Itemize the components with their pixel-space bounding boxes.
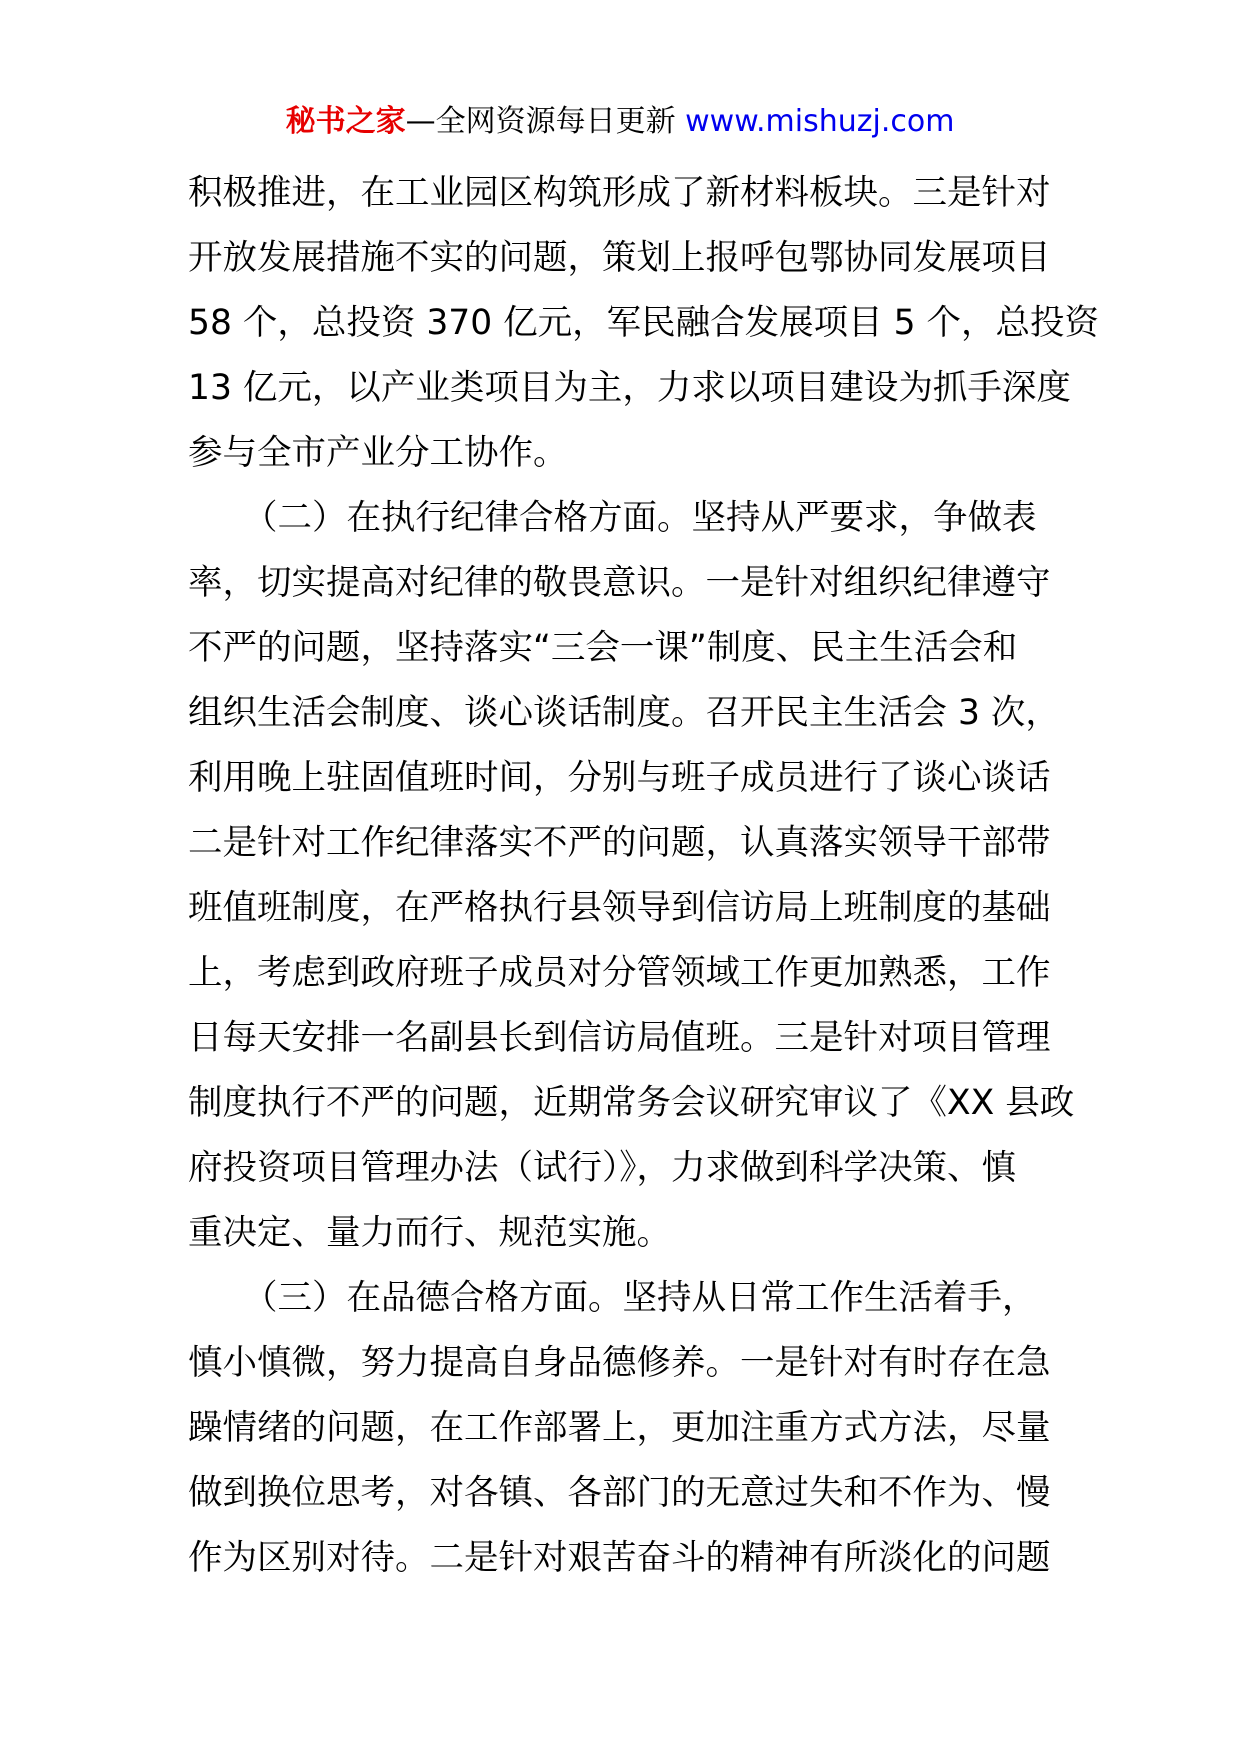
- paragraph-start-line: （三）在品德合格方面。坚持从日常工作生活着手，: [243, 1278, 1037, 1318]
- text-line: 二是针对工作纪律落实不严的问题，认真落实领导干部带: [188, 823, 1051, 863]
- brand-name: 秘书之家: [285, 104, 406, 139]
- text-line: 参与全市产业分工协作。: [188, 433, 568, 473]
- page-header: [0, 100, 1240, 144]
- text-line: 制度执行不严的问题，近期常务会议研究审议了《XX 县政: [188, 1083, 1075, 1123]
- text-line: 作为区别对待。二是针对艰苦奋斗的精神有所淡化的问题: [188, 1538, 1051, 1578]
- header-tagline: —全网资源每日更新: [405, 104, 686, 139]
- website-link[interactable]: www.mishuzj.com: [685, 104, 955, 139]
- text-line: 率，切实提高对纪律的敬畏意识。一是针对组织纪律遵守: [188, 563, 1051, 603]
- text-line: 上，考虑到政府班子成员对分管领域工作更加熟悉，工作: [188, 953, 1051, 993]
- text-line: 组织生活会制度、谈心谈话制度。召开民主生活会 3 次，: [188, 693, 1060, 733]
- text-line: 日每天安排一名副县长到信访局值班。三是针对项目管理: [188, 1018, 1051, 1058]
- text-line: 58 个，总投资 370 亿元，军民融合发展项目 5 个，总投资: [188, 303, 1100, 343]
- text-line: 府投资项目管理办法（试行）》，力求做到科学决策、慎: [188, 1148, 1016, 1188]
- text-line: 做到换位思考，对各镇、各部门的无意过失和不作为、慢: [188, 1473, 1051, 1513]
- text-line: 躁情绪的问题，在工作部署上，更加注重方式方法，尽量: [188, 1408, 1051, 1448]
- text-line: 开放发展措施不实的问题，策划上报呼包鄂协同发展项目: [188, 238, 1051, 278]
- document-body: [188, 161, 1100, 1591]
- paragraph-start-line: （二）在执行纪律合格方面。坚持从严要求，争做表: [243, 498, 1037, 538]
- text-line: 积极推进，在工业园区构筑形成了新材料板块。三是针对: [188, 173, 1051, 213]
- text-line: 13 亿元，以产业类项目为主，力求以项目建设为抓手深度: [188, 368, 1071, 408]
- text-line: 重决定、量力而行、规范实施。: [188, 1213, 671, 1253]
- text-line: 班值班制度，在严格执行县领导到信访局上班制度的基础: [188, 888, 1051, 928]
- text-line: 不严的问题，坚持落实“三会一课”制度、民主生活会和: [188, 628, 1018, 668]
- text-line: 慎小慎微，努力提高自身品德修养。一是针对有时存在急: [188, 1343, 1051, 1383]
- text-line: 利用晚上驻固值班时间，分别与班子成员进行了谈心谈话: [188, 758, 1051, 798]
